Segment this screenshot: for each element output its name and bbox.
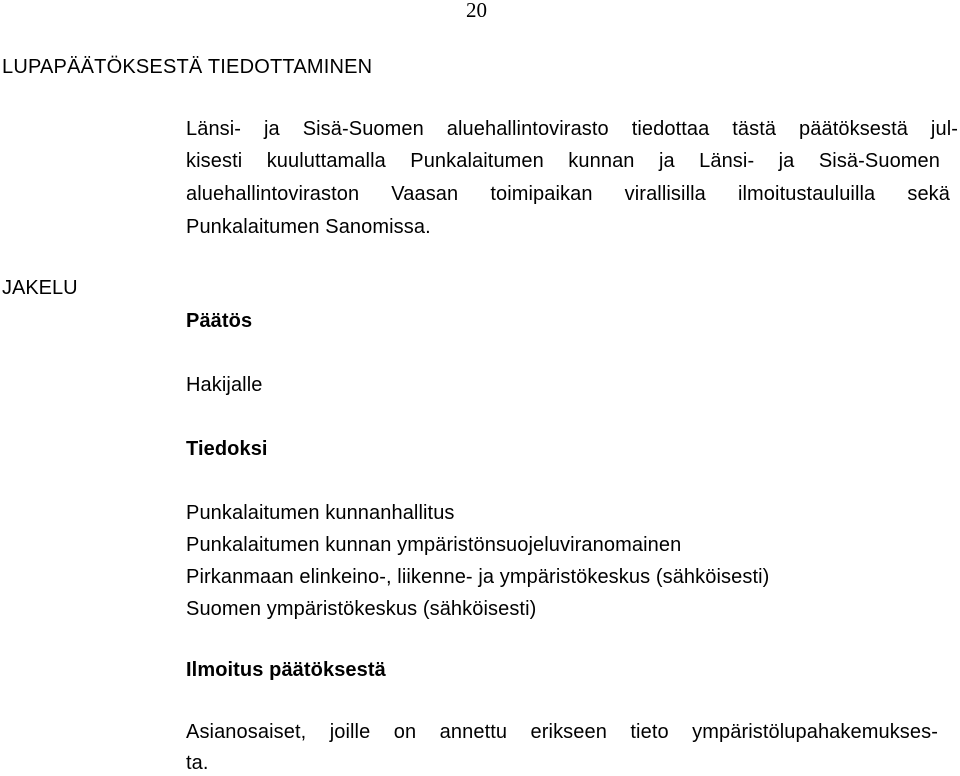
distribution-label: JAKELU <box>2 277 78 299</box>
list-item: Pirkanmaan elinkeino-, liikenne- ja ympäristökeskus (sähköisesti) <box>186 566 770 588</box>
intro-line: kisesti kuuluttamalla Punkalaitumen kunnan ja Länsi- ja Sisä-Suomen <box>186 150 940 172</box>
list-item: Punkalaitumen kunnanhallitus <box>186 502 455 524</box>
notice-line: Asianosaiset, joille on annettu erikseen tieto ympäristölupahakemukses- <box>186 721 938 743</box>
list-item: Suomen ympäristökeskus (sähköisesti) <box>186 598 537 620</box>
intro-line: Länsi- ja Sisä-Suomen aluehallintovirasto tiedottaa tästä päätöksestä jul- <box>186 118 958 140</box>
decision-heading: Päätös <box>186 310 253 332</box>
notice-heading: Ilmoitus päätöksestä <box>186 659 386 681</box>
page-number: 20 <box>466 0 487 22</box>
decision-recipient: Hakijalle <box>186 374 263 396</box>
section-title: LUPAPÄÄTÖKSESTÄ TIEDOTTAMINEN <box>2 56 373 78</box>
notice-line: ta. <box>186 752 209 774</box>
info-heading: Tiedoksi <box>186 438 268 460</box>
intro-line: Punkalaitumen Sanomissa. <box>186 216 431 238</box>
list-item: Punkalaitumen kunnan ympäristönsuojeluviranomainen <box>186 534 682 556</box>
intro-line: aluehallintoviraston Vaasan toimipaikan virallisilla ilmoitustauluilla sekä <box>186 183 950 205</box>
